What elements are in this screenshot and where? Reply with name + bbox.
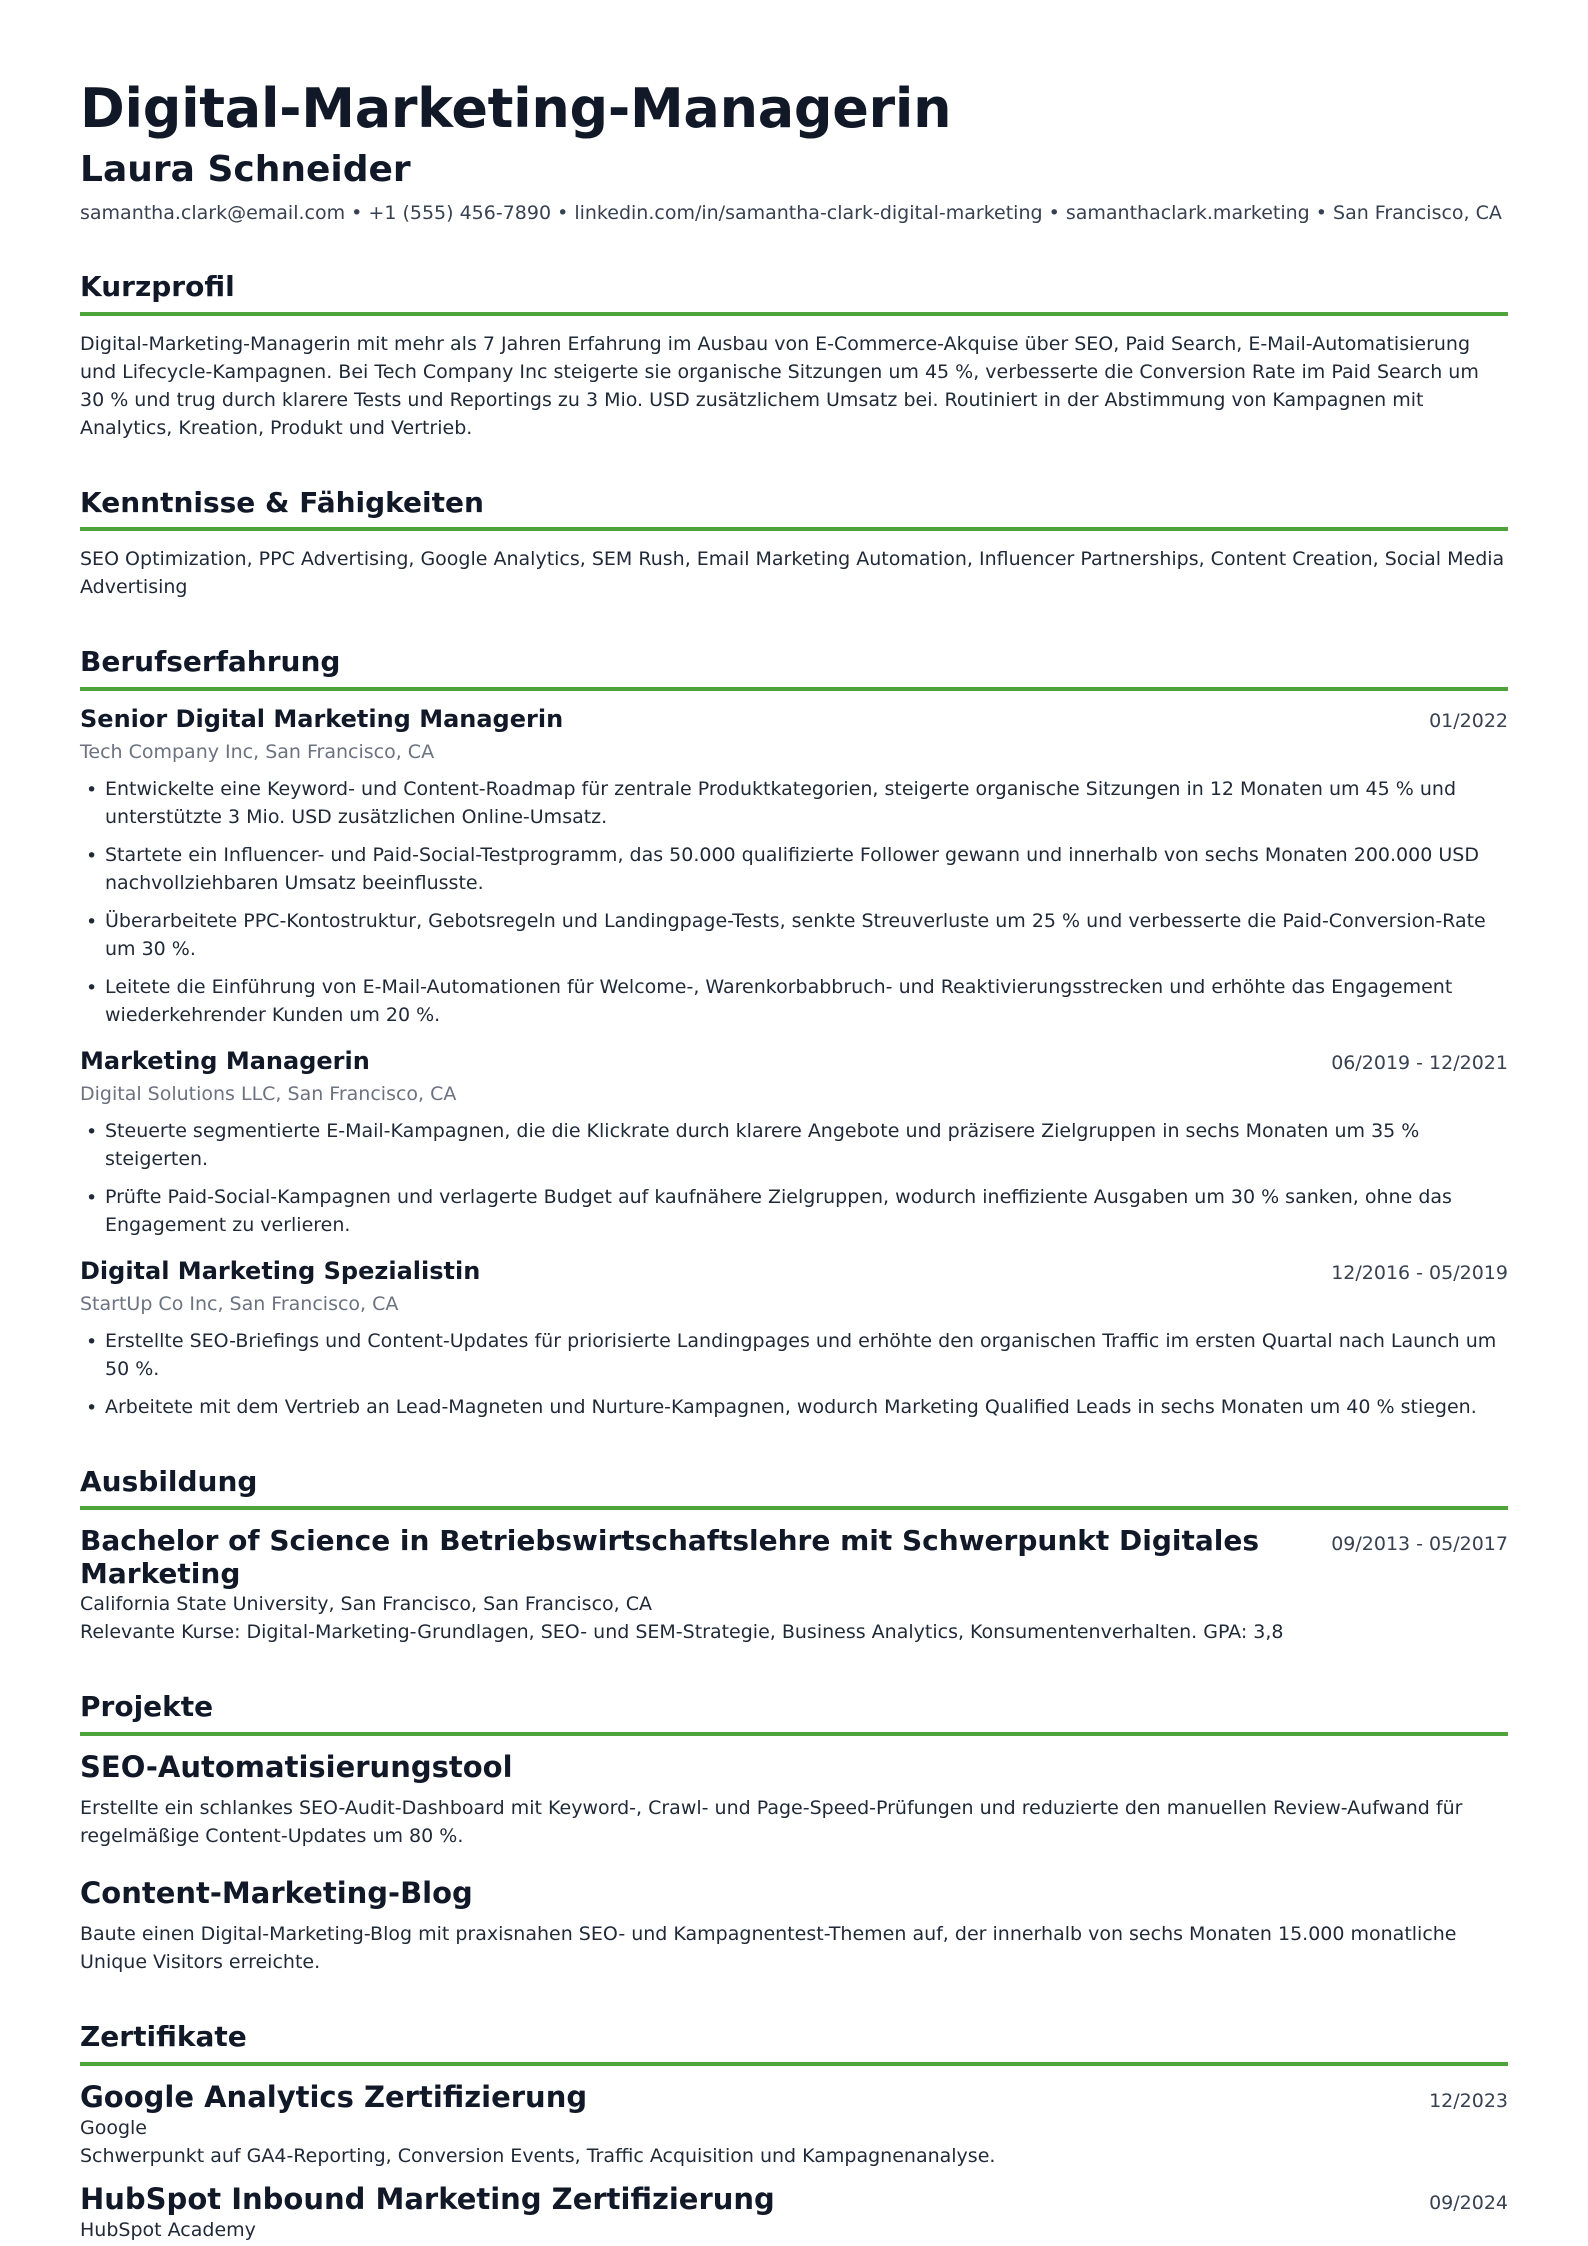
certificate-entry [80,2182,1508,2244]
projects-heading: Projekte [80,1690,1508,1736]
job-entry [80,1257,1508,1421]
project-title: SEO-Automatisierungstool [80,1749,513,1784]
skills-text: SEO Optimization, PPC Advertising, Google Analytics, SEM Rush, Email Marketing Automation, Influencer Partnerships, Content Creation, Social Media Advertising [80,548,1505,599]
skills-heading: Kenntnisse & Fähigkeiten [80,486,1508,532]
certificates-section [80,2020,1508,2244]
project-entry [80,1750,1508,1850]
job-date: 01/2022 [1429,709,1508,732]
summary-heading: Kurzprofil [80,270,1508,316]
job-bullets [80,1117,1508,1239]
certificates-heading: Zertifikate [80,2020,1508,2066]
job-company: StartUp Co Inc, San Francisco, CA [80,1292,399,1315]
certificate-entry [80,2080,1508,2170]
job-bullets [80,775,1508,1029]
job-company: Tech Company Inc, San Francisco, CA [80,740,435,763]
project-text: Erstellte ein schlankes SEO-Audit-Dashboard mit Keyword-, Crawl- und Page-Speed-Prüfungen und reduzierte den manuellen Review-Aufwand für regelmäßige Content-Updates um 80 %. [80,1796,1463,1847]
education-details: Relevante Kurse: Digital-Marketing-Grundlagen, SEO- und SEM-Strategie, Business Analytics, Konsumentenverhalten. GPA: 3,8 [80,1621,1284,1644]
project-entry [80,1876,1508,1976]
certificate-date: 09/2024 [1429,2191,1508,2214]
job-bullet: • Leitete die Einführung von E-Mail-Automationen für Welcome-, Warenkorbabbruch- und Reaktivierungsstrecken und erhöhte das Engagement wiederkehrender Kunden um 20 %. [80,973,1508,1029]
certificate-issuer: HubSpot Academy [80,2218,256,2241]
job-title: Digital Marketing Spezialistin [80,1256,481,1285]
job-bullet: • Entwickelte eine Keyword- und Content-Roadmap für zentrale Produktkategorien, steigerte organische Sitzungen in 12 Monaten um 45 % und unterstützte 3 Mio. USD zusätzlichen Online-Umsatz. [80,775,1508,831]
role-title: Digital-Marketing-Managerin [80,77,952,140]
school-name: California State University, San Francisco, San Francisco, CA [80,1593,652,1616]
job-bullets [80,1327,1508,1421]
contact-line: samantha.clark@email.com • +1 (555) 456-7890 • linkedin.com/in/samantha-clark-digital-marketing • samanthaclark.marketing • San Francisco, CA [80,202,1502,225]
project-text: Baute einen Digital-Marketing-Blog mit praxisnahen SEO- und Kampagnentest-Themen auf, der innerhalb von sechs Monaten 15.000 monatliche Unique Visitors erreichte. [80,1922,1457,1973]
job-bullet: • Startete ein Influencer- und Paid-Social-Testprogramm, das 50.000 qualifizierte Follower gewann und innerhalb von sechs Monaten 200.000 USD nachvollziehbaren Umsatz beeinflusste. [80,841,1508,897]
education-date: 09/2013 - 05/2017 [1331,1533,1508,1556]
education-section [80,1465,1508,1647]
experience-section [80,645,1508,1421]
job-date: 06/2019 - 12/2021 [1331,1051,1508,1074]
certificate-title: HubSpot Inbound Marketing Zertifizierung [80,2181,775,2216]
job-bullet: • Prüfte Paid-Social-Kampagnen und verlagerte Budget auf kaufnähere Zielgruppen, wodurch ineffiziente Ausgaben um 30 % sanken, ohne das Engagement zu verlieren. [80,1183,1508,1239]
job-bullet: • Überarbeitete PPC-Kontostruktur, Gebotsregeln und Landingpage-Tests, senkte Streuverluste um 25 % und verbesserte die Paid-Conversion-Rate um 30 %. [80,907,1508,963]
job-entry [80,1047,1508,1239]
projects-section [80,1690,1508,1976]
job-bullet: • Steuerte segmentierte E-Mail-Kampagnen, die die Klickrate durch klarere Angebote und präzisere Zielgruppen in sechs Monaten um 35 % steigerten. [80,1117,1508,1173]
skills-section [80,486,1508,602]
job-date: 12/2016 - 05/2019 [1331,1261,1508,1284]
degree-title: Bachelor of Science in Betriebswirtschaftslehre mit Schwerpunkt Digitales Marketing [80,1524,1260,1591]
certificate-issuer: Google [80,2116,148,2139]
summary-text: Digital-Marketing-Managerin mit mehr als 7 Jahren Erfahrung im Ausbau von E-Commerce-Akquise über SEO, Paid Search, E-Mail-Automatisierung und Lifecycle-Kampagnen. Bei Tech Company Inc steigerte sie organische Sitzungen um 45 %, verbesserte die Conversion Rate im Paid Search um 30 % und trug durch klarere Tests und Reportings zu 3 Mio. USD zusätzlichem Umsatz bei. Routiniert in der Abstimmung von Kampagnen mit Analytics, Kreation, Produkt und Vertrieb. [80,332,1479,439]
job-bullet: • Arbeitete mit dem Vertrieb an Lead-Magneten und Nurture-Kampagnen, wodurch Marketing Qualified Leads in sechs Monaten um 40 % stiegen. [80,1393,1508,1421]
certificate-date: 12/2023 [1429,2089,1508,2112]
job-entry [80,705,1508,1029]
job-title: Marketing Managerin [80,1046,370,1075]
experience-heading: Berufserfahrung [80,645,1508,691]
certificate-text: Schwerpunkt auf GA4-Reporting, Conversion Events, Traffic Acquisition und Kampagnenanalyse. [80,2144,996,2167]
summary-section [80,270,1508,442]
job-title: Senior Digital Marketing Managerin [80,704,564,733]
education-heading: Ausbildung [80,1465,1508,1511]
job-company: Digital Solutions LLC, San Francisco, CA [80,1082,457,1105]
project-title: Content-Marketing-Blog [80,1875,473,1910]
person-name: Laura Schneider [80,149,411,191]
certificate-title: Google Analytics Zertifizierung [80,2079,588,2114]
job-bullet: • Erstellte SEO-Briefings und Content-Updates für priorisierte Landingpages und erhöhte den organischen Traffic im ersten Quartal nach Launch um 50 %. [80,1327,1508,1383]
